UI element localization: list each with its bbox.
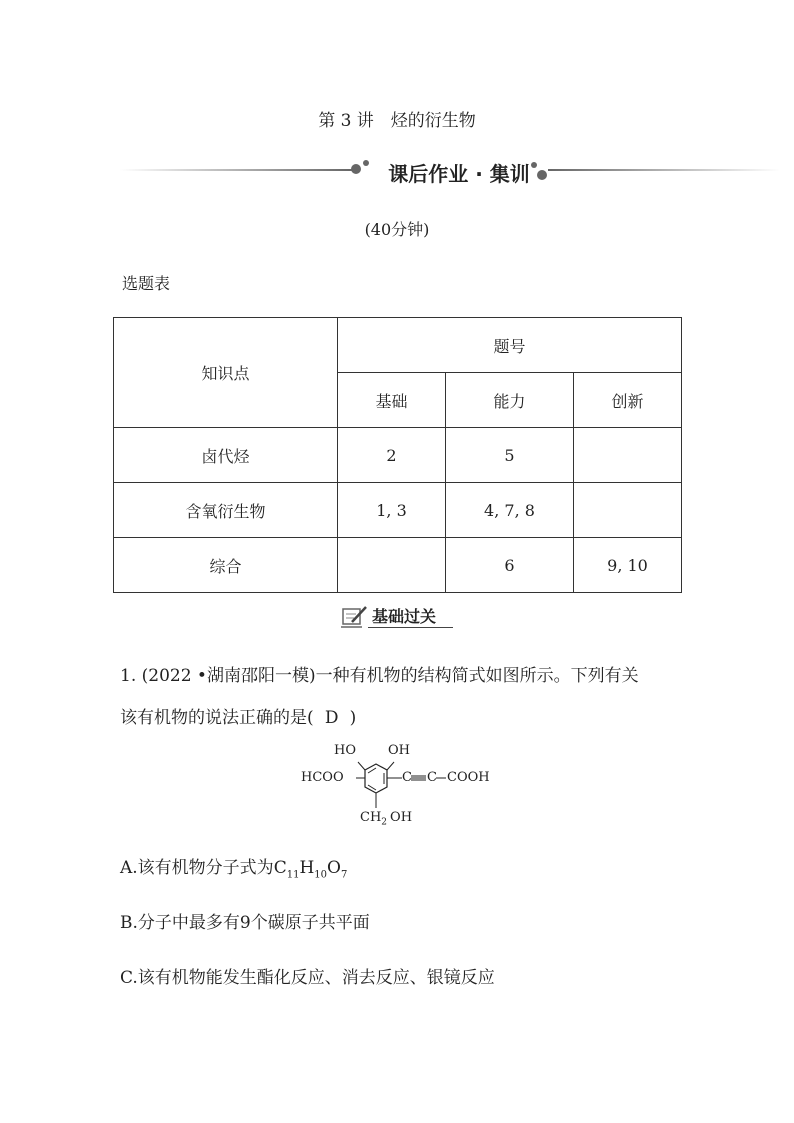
table-row — [114, 538, 682, 593]
banner-dot-left-large — [351, 164, 361, 174]
cell-basic: 1, 3 — [338, 483, 446, 538]
cell-ability: 6 — [446, 538, 574, 593]
cell-innovation — [574, 428, 682, 483]
question-1-stem: 1. (2022 •湖南邵阳一模)一种有机物的结构简式如图所示。下列有关 — [120, 666, 639, 686]
cell-innovation — [574, 483, 682, 538]
cell-topic: 卤代烃 — [114, 428, 338, 483]
formula-h: H — [299, 858, 315, 878]
homework-banner — [120, 154, 780, 194]
label-c2: C — [427, 770, 437, 785]
option-c: C.该有机物能发生酯化反应、消去反应、银镜反应 — [120, 968, 495, 988]
label-ch-oh: OH — [390, 810, 413, 825]
subheader-basic: 基础 — [338, 373, 446, 428]
formula-h-sub: 10 — [314, 869, 327, 881]
formula-o: O — [327, 858, 341, 878]
question-1-close-paren: ) — [349, 708, 357, 728]
cell-ability: 4, 7, 8 — [446, 483, 574, 538]
formula-o-sub: 7 — [340, 869, 348, 881]
label-ch2oh — [360, 810, 412, 828]
cell-innovation: 9, 10 — [574, 538, 682, 593]
table-row — [114, 428, 682, 483]
formula-c-sub: 11 — [286, 869, 300, 881]
section-heading — [340, 602, 460, 632]
answer-letter: D — [324, 708, 339, 728]
table-row — [114, 483, 682, 538]
label-ch-sub: 2 — [381, 817, 388, 828]
option-b: B.分子中最多有9个碳原子共平面 — [120, 913, 370, 933]
header-question-no: 题号 — [338, 318, 682, 373]
banner-label: 课后作业 · 集训 — [388, 162, 530, 186]
section-heading-label: 基础过关 — [372, 607, 437, 626]
table-caption: 选题表 — [122, 274, 171, 293]
question-1-stem-cont — [120, 703, 356, 728]
question-1-prompt: 该有机物的说法正确的是( — [120, 708, 314, 728]
cell-basic: 2 — [338, 428, 446, 483]
question-selection-table — [113, 317, 682, 593]
duration-label: (40分钟) — [364, 220, 430, 239]
header-knowledge: 知识点 — [114, 318, 338, 428]
label-ch: CH — [360, 810, 382, 825]
section-heading-underline — [368, 627, 453, 628]
label-oh: OH — [388, 743, 410, 758]
formula-c: C — [273, 858, 287, 878]
option-a-text: A.该有机物分子式为 — [120, 858, 274, 878]
option-a — [120, 853, 347, 880]
subheader-ability: 能力 — [446, 373, 574, 428]
label-ho: HO — [334, 743, 356, 758]
label-c1: C — [402, 770, 412, 785]
cell-topic: 含氧衍生物 — [114, 483, 338, 538]
banner-dot-left-small — [363, 160, 369, 166]
cell-ability: 5 — [446, 428, 574, 483]
cell-basic — [338, 538, 446, 593]
pencil-note-icon — [340, 604, 368, 630]
label-hcoo: HCOO — [301, 770, 344, 785]
page-title: 第 3 讲 烃的衍生物 — [318, 111, 476, 131]
label-cooh: COOH — [447, 770, 490, 785]
structural-formula — [298, 740, 508, 830]
subheader-innovation: 创新 — [574, 373, 682, 428]
cell-topic: 综合 — [114, 538, 338, 593]
